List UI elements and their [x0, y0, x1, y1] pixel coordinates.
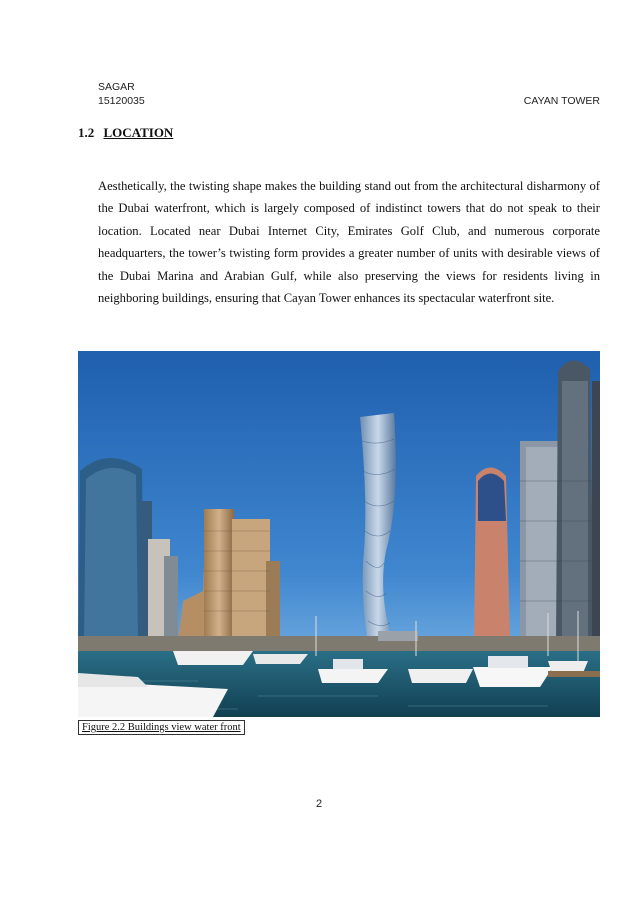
body-paragraph: Aesthetically, the twisting shape makes the building stand out from the architectural disharmony of the Dubai waterfront, which is largely composed of indistinct towers that do not speak to their location. Located near Dubai Internet City, Emirates Golf Club, and numerous corporate headquarters, the tower’s twisting form provides a greater number of units with desirable views of the Dubai Marina and Arabian Gulf, while also preserving the views for residents living in neighboring buildings, ensuring that Cayan Tower enhances its spectacular waterfront site.	[98, 179, 600, 306]
page-number: 2	[315, 798, 323, 810]
figure-caption: Figure 2.2 Buildings view water front	[78, 720, 245, 735]
header-student-id: 15120035	[98, 95, 145, 107]
header-doc-title: CAYAN TOWER	[523, 95, 600, 107]
section-title: LOCATION	[103, 125, 174, 140]
header-author: SAGAR	[98, 81, 135, 93]
section-number: 1.2	[78, 125, 95, 140]
waterfront-photo	[78, 351, 600, 717]
section-heading	[78, 125, 173, 141]
